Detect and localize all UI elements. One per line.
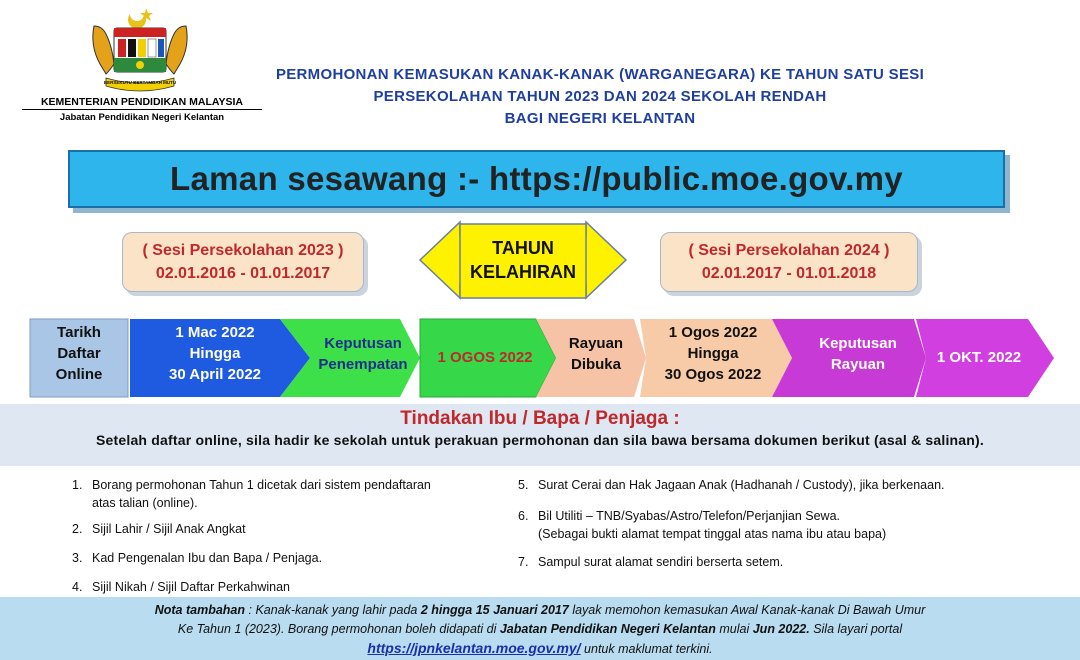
step5-until: Hingga [687, 345, 739, 362]
list-item [518, 476, 1058, 494]
timeline-step-appeal [550, 333, 642, 375]
timeline-step-appeal-result [796, 333, 920, 375]
page-title [230, 64, 970, 130]
list-item-text: Surat Cerai dan Hak Jagaan Anak (Hadhanah / Custody), jika berkenaan. [538, 478, 945, 492]
timeline-placement-date: 1 OGOS 2022 [437, 349, 533, 366]
step1-until: Hingga [189, 345, 241, 362]
timeline-label [30, 322, 128, 385]
website-url[interactable]: Laman sesawang :- https://public.moe.gov.my [170, 160, 903, 197]
list-item-text: Sampul surat alamat sendiri berserta setem. [538, 555, 784, 569]
note-office: Jabatan Pendidikan Negeri Kelantan [499, 622, 716, 636]
timeline-step-registration [140, 322, 290, 385]
birth-year-line-2: KELAHIRAN [470, 262, 576, 282]
timeline-label-line-1: Tarikh [57, 324, 101, 341]
registration-timeline [28, 315, 1058, 401]
session-2023-box [122, 232, 364, 292]
note-month: Jun 2022. [752, 622, 810, 636]
department-name: Jabatan Pendidikan Negeri Kelantan [59, 112, 225, 123]
actions-title: Tindakan Ibu / Bapa / Penjaga : [400, 408, 680, 429]
note-part-2: layak memohon kemasukan Awal Kanak-kanak Di Bawah Umur [568, 603, 926, 617]
step1-end-date: 30 April 2022 [169, 366, 261, 383]
step1-start-date: 1 Mac 2022 [175, 324, 255, 341]
note-part-1: : Kanak-kanak yang lahir pada [245, 603, 421, 617]
list-item [72, 520, 512, 538]
list-item-text: Sijil Nikah / Sijil Daftar Perkahwinan [92, 580, 290, 594]
note-part-3: Ke Tahun 1 (2023). Borang permohonan boleh didapati di [177, 622, 500, 636]
list-item-text-cont: (Sebagai bukti alamat tempat tinggal atas nama ibu atau bapa) [538, 527, 887, 541]
list-item [518, 507, 1058, 543]
list-item [518, 553, 1058, 571]
list-item-text: Sijil Lahir / Sijil Anak Angkat [92, 522, 246, 536]
step5-end-date: 30 Ogos 2022 [664, 366, 762, 383]
list-item-number: 4. [72, 580, 83, 594]
list-item-number: 1. [72, 478, 83, 492]
crest-motto: BERSEKUTU BERTAMBAH MUTU [103, 80, 177, 85]
session-2024-title: ( Sesi Persekolahan 2024 ) [688, 242, 890, 259]
step4-line-2: Dibuka [570, 356, 621, 373]
session-2023-range: 02.01.2016 - 01.01.2017 [155, 265, 331, 282]
title-line-2: PERSEKOLAHAN TAHUN 2023 DAN 2024 SEKOLAH RENDAH [373, 88, 827, 105]
list-item-number: 6. [518, 509, 529, 523]
list-item-number: 2. [72, 522, 83, 536]
title-line-3: BAGI NEGERI KELANTAN [504, 110, 696, 127]
note-dates: 2 hingga 15 Januari 2017 [420, 603, 569, 617]
session-2024-box [660, 232, 918, 292]
note-part-4: mulai [715, 622, 753, 636]
list-item-text: Bil Utiliti – TNB/Syabas/Astro/Telefon/Perjanjian Sewa. [538, 509, 840, 523]
list-item-text: Kad Pengenalan Ibu dan Bapa / Penjaga. [92, 551, 323, 565]
birth-year-line-1: TAHUN [492, 238, 554, 258]
portal-link[interactable]: https://jpnkelantan.moe.gov.my/ [367, 640, 581, 656]
list-item [72, 549, 512, 567]
session-2024-range: 02.01.2017 - 01.01.2018 [701, 265, 877, 282]
step6-line-1: Keputusan [819, 335, 897, 352]
step6-line-2: Rayuan [830, 356, 886, 373]
note-part-5: Sila layari portal [809, 622, 903, 636]
step5-start-date: 1 Ogos 2022 [668, 324, 758, 341]
additional-note [40, 601, 1040, 659]
birth-year-label [418, 236, 628, 284]
list-item-number: 3. [72, 551, 83, 565]
website-banner [68, 150, 1005, 208]
list-item-text: Borang permohonan Tahun 1 dicetak dari sistem pendaftaran [92, 478, 431, 492]
timeline-step-placement [308, 333, 418, 375]
list-item [72, 476, 512, 512]
timeline-label-line-3: Online [55, 366, 103, 383]
title-line-1: PERMOHONAN KEMASUKAN KANAK-KANAK (WARGANEGARA) KE TAHUN SATU SESI [275, 66, 925, 83]
timeline-step-appeal-period [644, 322, 782, 385]
list-item-number: 5. [518, 478, 529, 492]
session-2023-title: ( Sesi Persekolahan 2023 ) [142, 242, 344, 259]
ministry-name: KEMENTERIAN PENDIDIKAN MALAYSIA [22, 96, 262, 110]
step2-line-2: Penempatan [318, 356, 408, 373]
list-item-text-cont: atas talian (online). [92, 496, 198, 510]
note-label: Nota tambahan [154, 603, 246, 617]
step2-line-1: Keputusan [324, 335, 402, 352]
timeline-label-line-2: Daftar [57, 345, 101, 362]
note-part-6: untuk maklumat terkini. [580, 642, 713, 656]
timeline-appeal-result-date: 1 OKT. 2022 [936, 349, 1022, 366]
actions-description: Setelah daftar online, sila hadir ke sekolah untuk perakuan permohonan dan sila bawa bersama dokumen berikut (asal & salinan). [95, 432, 984, 448]
list-item [72, 578, 512, 596]
list-item-number: 7. [518, 555, 529, 569]
step4-line-1: Rayuan [568, 335, 624, 352]
